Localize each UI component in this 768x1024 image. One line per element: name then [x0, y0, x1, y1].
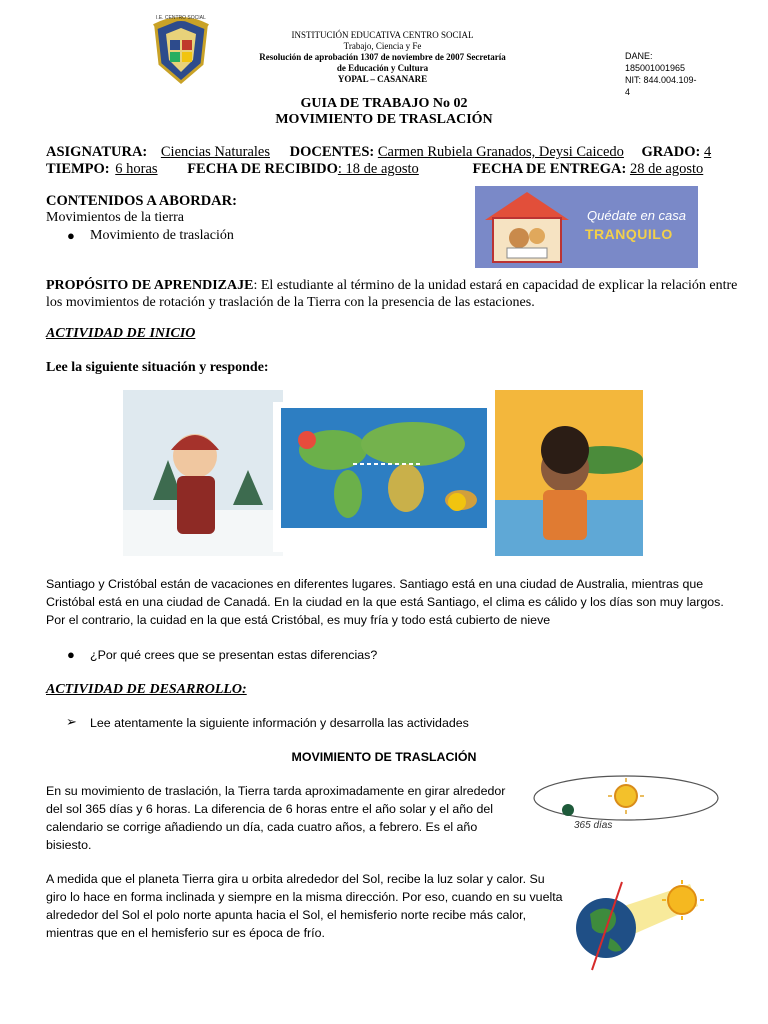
resolution-line-2: de Educación y Cultura	[336, 63, 429, 73]
situation-line-2: Cristóbal está en una ciudad de Canadá. En la ciudad en la que está Santiago, el clima es cálido y los días son muy largos.	[46, 595, 724, 609]
situation-line-1: Santiago y Cristóbal están de vacaciones en diferentes lugares. Santiago está en una ciudad de Australia, mientras que	[46, 577, 704, 591]
dane-number: 185001001965	[625, 63, 686, 73]
situation-line-3: Por el contrario, la cuidad en la que está Cristóbal, es muy fría y todo está cubierto de nieve	[46, 613, 551, 627]
contenidos-bullet: Movimiento de traslación	[90, 228, 234, 243]
entrega-value: 28 de agosto	[629, 161, 704, 177]
info-row-2	[46, 161, 703, 178]
dane-block	[625, 50, 697, 97]
actividad-inicio-instruction: Lee la siguiente situación y responde:	[46, 360, 269, 375]
bullet-icon: ●	[67, 228, 75, 243]
tiempo-label: TIEMPO:	[46, 161, 110, 177]
logo-caption: I.E. CENTRO SOCIAL	[156, 15, 206, 21]
entrega-label: FECHA DE ENTREGA:	[472, 161, 627, 177]
orbit-label: 365 días	[574, 820, 613, 831]
p2-line-2: giro lo hace en forma inclinada y siempre en la misma dirección. Por eso, cuando en su vuelta	[46, 890, 563, 904]
arrow-bullet-icon: ➢	[66, 714, 77, 729]
p2-line-3: alrededor del Sol el polo norte apunta hacia el Sol, el hemisferio norte recibe más calor,	[46, 908, 527, 922]
school-logo	[150, 14, 212, 86]
recibido-label: FECHA DE RECIBIDO	[187, 161, 338, 177]
p1-line-4: bisiesto.	[46, 838, 92, 852]
proposito-text-1: : El estudiante al término de la unidad estará en capacidad de explicar la relación entre	[253, 278, 738, 293]
city: YOPAL – CASANARE	[337, 74, 428, 84]
proposito-label: PROPÓSITO DE APRENDIZAJE	[46, 278, 254, 293]
grado-label: GRADO:	[641, 144, 701, 160]
vacation-scene-illustration	[123, 390, 643, 556]
p2-line-4: mientras que en el hemisferio sur es época de frío.	[46, 926, 325, 940]
p1-line-1: En su movimiento de traslación, la Tierra tarda aproximadamente en girar alrededor	[46, 784, 506, 798]
nit-cont: 4	[625, 87, 631, 97]
docentes-value: Carmen Rubiela Granados, Deysi Caicedo	[377, 144, 624, 160]
recibido-value: : 18 de agosto	[337, 161, 419, 177]
institution-name: INSTITUCIÓN EDUCATIVA CENTRO SOCIAL	[291, 30, 474, 40]
asignatura-label: ASIGNATURA:	[46, 144, 148, 160]
banner-line-1: Quédate en casa	[587, 208, 687, 223]
desarrollo-instruction: Lee atentamente la siguiente información y desarrolla las actividades	[90, 716, 469, 730]
tiempo-value: 6 horas	[115, 161, 158, 177]
contenidos-heading: CONTENIDOS A ABORDAR:	[46, 193, 237, 209]
grado-value: 4	[703, 144, 712, 160]
actividad-inicio-heading: ACTIVIDAD DE INICIO	[46, 326, 196, 341]
actividad-desarrollo-heading: ACTIVIDAD DE DESARROLLO:	[46, 682, 247, 697]
title-line-1: GUIA DE TRABAJO No 02	[300, 96, 468, 111]
proposito-text-2: los movimientos de rotación y traslación de la Tierra con la presencia de las estaciones.	[46, 295, 535, 310]
earth-sun-illustration	[572, 880, 712, 972]
contenidos-subheading: Movimientos de la tierra	[46, 210, 185, 225]
section-title: MOVIMIENTO DE TRASLACIÓN	[291, 750, 477, 764]
asignatura-value: Ciencias Naturales	[160, 144, 270, 160]
school-motto: Trabajo, Ciencia y Fe	[343, 41, 422, 51]
info-row-1	[46, 144, 711, 161]
header-block	[230, 30, 535, 85]
situation-paragraph	[46, 575, 726, 629]
guide-title	[0, 96, 768, 128]
p1-line-3: calendario se corrige añadiendo un día, cada cuatro años, a febrero. Es el año	[46, 820, 478, 834]
p2-line-1: A medida que el planeta Tierra gira u orbita alrededor del Sol, recibe la luz solar y calor. Su	[46, 872, 545, 886]
docentes-label: DOCENTES:	[289, 144, 375, 160]
question-bullet-icon: ●	[67, 647, 75, 662]
inicio-question: ¿Por qué crees que se presentan estas diferencias?	[90, 648, 378, 662]
stay-home-banner	[475, 186, 698, 268]
orbit-diagram	[530, 768, 722, 840]
proposito-paragraph	[46, 277, 737, 311]
nit: NIT: 844.004.109-	[625, 75, 697, 85]
p1-line-2: del sol 365 días y 6 horas. La diferencia de 6 horas entre el año solar y el año del	[46, 802, 494, 816]
title-line-2: MOVIMIENTO DE TRASLACIÓN	[275, 112, 493, 127]
resolution-line-1: Resolución de aprobación 1307 de noviembre de 2007 Secretaría	[259, 52, 506, 62]
banner-line-2: TRANQUILO	[585, 226, 673, 242]
dane-label: DANE:	[625, 51, 653, 61]
traslacion-paragraph-1	[46, 782, 521, 854]
